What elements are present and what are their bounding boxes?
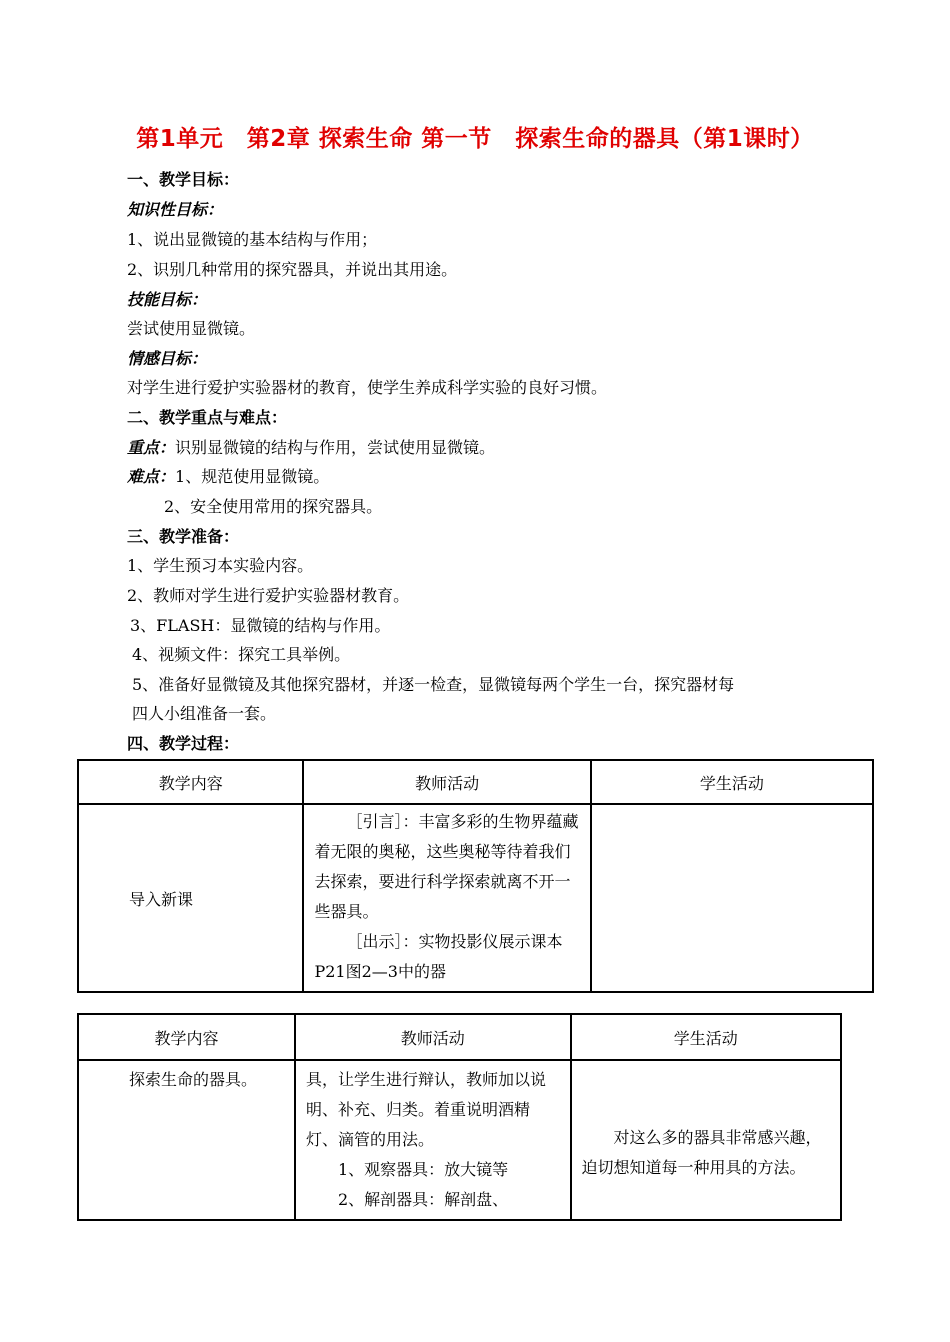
table2-content-text: 探索生命的器具。 [129, 1070, 258, 1089]
table2-teacher-text-1: 具，让学生进行辩认，教师加以说明、补充、归类。着重说明酒精灯、滴管的用法。 [305, 1070, 546, 1149]
emotion-goal-label: 情感目标： [127, 349, 208, 368]
key-point-label: 重点： [127, 438, 176, 457]
process-table-1 [77, 759, 874, 993]
knowledge-goal-2: 2、识别几种常用的探究器具，并说出其用途。 [127, 260, 458, 279]
key-points-heading: 二、教学重点与难点： [127, 408, 288, 427]
goals-heading: 一、教学目标： [127, 170, 240, 189]
table1-header-student: 学生活动 [591, 760, 873, 804]
table2-student-text: 对这么多的器具非常感兴趣，迫切想知道每一种用具的方法。 [581, 1128, 822, 1177]
table1-header-teacher: 教师活动 [303, 760, 590, 804]
difficulty-2: 2、安全使用常用的探究器具。 [164, 497, 383, 516]
table1-header-content: 教学内容 [78, 760, 303, 804]
table1-student-text [592, 805, 872, 813]
table2-content-cell [78, 1060, 295, 1220]
skill-goal-1: 尝试使用显微镜。 [127, 319, 256, 338]
table2-header-student: 学生活动 [571, 1014, 841, 1060]
preparation-3: 3、FLASH：显微镜的结构与作用。 [130, 616, 391, 635]
process-heading: 四、教学过程： [127, 734, 240, 753]
table1-content-text: 导入新课 [129, 889, 194, 909]
key-point-text: 识别显微镜的结构与作用，尝试使用显微镜。 [175, 438, 496, 457]
table2-header-teacher: 教师活动 [295, 1014, 571, 1060]
preparation-5a: 5、准备好显微镜及其他探究器材，并逐一检查，显微镜每两个学生一台，探究器材每 [132, 675, 735, 694]
table1-content-cell [78, 804, 303, 992]
knowledge-goal-label: 知识性目标： [127, 200, 224, 219]
table1-teacher-text-1: ［引言］：丰富多彩的生物界蕴藏着无限的奥秘，这些奥秘等待着我们去探索，要进行科学探索就离不开一些器具。 [314, 812, 579, 921]
preparation-1: 1、学生预习本实验内容。 [127, 556, 314, 575]
table1-student-cell [591, 804, 873, 992]
key-point-row [127, 438, 495, 458]
difficulty-label: 难点： [127, 467, 176, 486]
table2-teacher-cell [295, 1060, 571, 1220]
skill-goal-label: 技能目标： [127, 290, 208, 309]
table1-teacher-text-2: ［出示］：实物投影仪展示课本P21图2—3中的器 [314, 932, 563, 981]
table2-teacher-text-2: 1、观察器具：放大镜等 [337, 1160, 509, 1179]
preparation-2: 2、教师对学生进行爱护实验器材教育。 [127, 586, 410, 605]
preparation-heading: 三、教学准备： [127, 527, 240, 546]
difficulty-1: 1、规范使用显微镜。 [175, 467, 330, 486]
preparation-4: 4、视频文件：探究工具举例。 [132, 645, 351, 664]
emotion-goal-1: 对学生进行爱护实验器材的教育，使学生养成科学实验的良好习惯。 [127, 378, 608, 397]
page-title: 第1单元 第2章 探索生命 第一节 探索生命的器具（第1课时） [136, 126, 814, 152]
preparation-5b: 四人小组准备一套。 [132, 704, 277, 723]
knowledge-goal-1: 1、说出显微镜的基本结构与作用； [127, 230, 378, 249]
difficulty-row [127, 467, 329, 487]
table2-header-content: 教学内容 [78, 1014, 295, 1060]
process-table-2 [77, 1013, 842, 1221]
table2-teacher-text-3: 2、解剖器具：解剖盘、 [337, 1190, 509, 1209]
table1-teacher-cell [303, 804, 590, 992]
table2-student-cell [571, 1060, 841, 1220]
